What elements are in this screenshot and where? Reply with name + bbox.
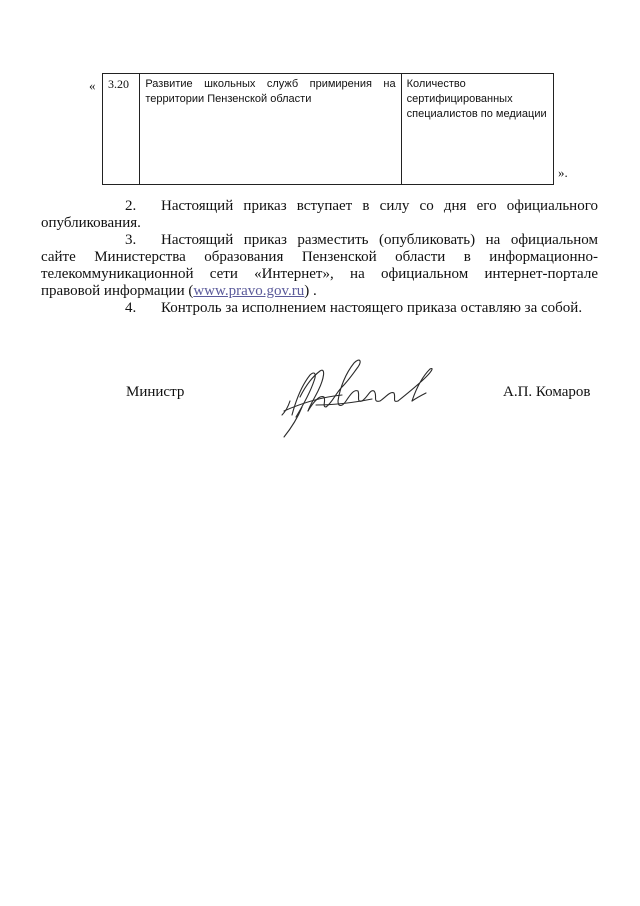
paragraph-text: Контроль за исполнением настоящего приказа оставляю за собой. xyxy=(161,300,583,316)
paragraph-2 xyxy=(41,198,598,232)
table-row xyxy=(103,74,554,185)
paragraph-4 xyxy=(41,300,598,317)
row-name: Развитие школьных служб примирения на территории Пензенской области xyxy=(140,74,401,185)
paragraph-text-end: ) . xyxy=(304,283,317,299)
table-open-quote: « xyxy=(89,78,96,93)
signer-position: Министр xyxy=(126,384,185,400)
row-indicator: Количество сертифицированных специалистов по медиации xyxy=(401,74,553,185)
pravo-link[interactable]: www.pravo.gov.ru xyxy=(193,283,305,299)
paragraph-text: Настоящий приказ вступает в силу со дня его официального опубликования. xyxy=(41,198,598,231)
order-paragraphs xyxy=(41,198,598,317)
program-table xyxy=(102,73,554,185)
handwritten-signature-icon xyxy=(262,345,452,440)
table-close-quote: ». xyxy=(558,165,568,180)
paragraph-number: 2. xyxy=(125,198,137,214)
row-number: 3.20 xyxy=(103,74,140,185)
paragraph-3 xyxy=(41,232,598,300)
paragraph-number: 4. xyxy=(125,300,137,316)
paragraph-number: 3. xyxy=(125,232,137,248)
signer-name: А.П. Комаров xyxy=(503,384,591,400)
paragraph-text: Настоящий приказ разместить (опубликовать) на официальном сайте Министерства образования Пензенской области в информационно-телекоммуникационной сети «Интернет», на официальном интернет-портале правовой информации ( xyxy=(41,232,598,299)
